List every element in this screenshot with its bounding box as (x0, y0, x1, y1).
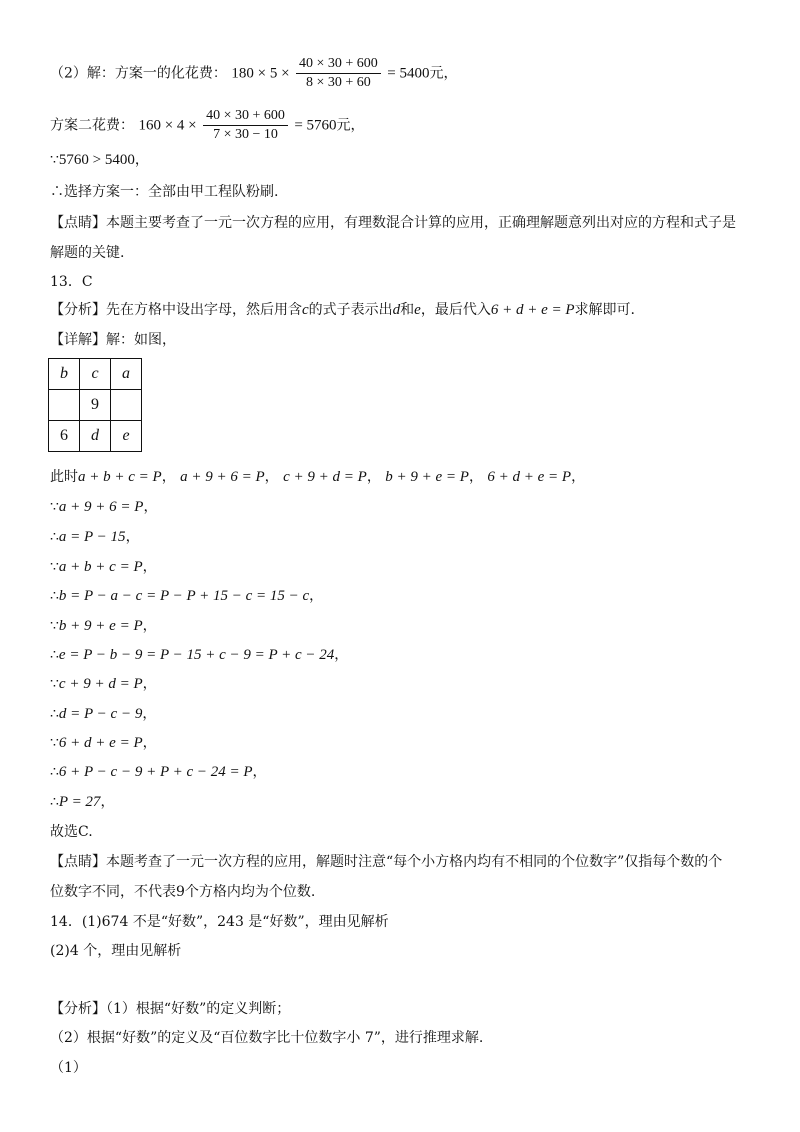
step-line: ∵c + 9 + d = P， (50, 676, 157, 692)
step-line: ∴e = P − b − 9 = P − 15 + c − 9 = P + c − 24， (50, 647, 349, 663)
grid-cell: d (80, 421, 111, 452)
step-line: ∵a + b + c = P， (50, 559, 157, 575)
line-plan-two-cost: 方案二花费： 160 × 4 × $\frac{40 \times 30 + 600}{7 \times 30 - 10}$ = 5760元， (50, 108, 365, 142)
line-comment-13-2: 位数字不同，不代表9个方格内均为个位数. (50, 884, 316, 900)
line-equations: 此时a + b + c = P， a + 9 + 6 = P， c + 9 + d = P， b + 9 + e = P， 6 + d + e = P， (50, 469, 586, 485)
line-plan-one-cost: （2）解：方案一的化花费： 180 × 5 × $\frac{40 \times 30 + 600}{8 \times 30 + 60}$ = 5400元， (50, 56, 458, 90)
step-line: ∴b = P − a − c = P − P + 15 − c = 15 − c， (50, 588, 324, 604)
grid-cell (49, 390, 80, 421)
line-detail-13: 【详解】解：如图， (50, 332, 176, 348)
fraction: $\frac{40 \times 30 + 600}{8 \times 30 + 60}$ (296, 56, 381, 91)
line-comment-2: 解题的关键. (50, 245, 125, 261)
line-part-1: （1） (50, 1060, 87, 1076)
grid-cell: b (49, 359, 80, 390)
question-13-answer: 13．C (50, 274, 93, 290)
question-14-answer-2: (2)4 个，理由见解析 (50, 943, 182, 959)
line-comment-1: 【点睛】本题主要考查了一元一次方程的应用，有理数混合计算的应用，正确理解题意列出对应的方程和式子是 (50, 215, 736, 231)
line-analysis-14-1: 【分析】（1）根据“好数”的定义判断； (50, 1001, 291, 1017)
number-grid (48, 358, 142, 452)
line-analysis-14-2: （2）根据“好数”的定义及“百位数字比十位数字小 7”，进行推理求解. (50, 1030, 484, 1046)
grid-cell: 6 (49, 421, 80, 452)
step-line: ∴P = 27， (50, 794, 115, 810)
step-line: ∵a + 9 + 6 = P， (50, 499, 158, 515)
fraction: $\frac{40 \times 30 + 600}{7 \times 30 - 10}$ (203, 108, 288, 143)
step-line: ∵6 + d + e = P， (50, 735, 157, 751)
grid-cell (111, 390, 142, 421)
grid-cell: c (80, 359, 111, 390)
line-conclusion: ∴选择方案一：全部由甲工程队粉刷. (50, 184, 279, 200)
question-14-answer-1: 14．(1)674 不是“好数”，243 是“好数”，理由见解析 (50, 914, 389, 930)
line-analysis-13: 【分析】先在方格中设出字母，然后用含c的式子表示出d和e，最后代入6 + d + e = P求解即可. (50, 302, 635, 318)
line-compare: ∵5760 > 5400， (50, 152, 149, 168)
line-comment-13-1: 【点睛】本题考查了一元一次方程的应用，解题时注意“每个小方格内均有不相同的个位数字”仅指每个数的个 (50, 854, 723, 870)
step-line: ∵b + 9 + e = P， (50, 618, 157, 634)
line-choice: 故选C. (50, 824, 93, 840)
step-line: ∴a = P − 15， (50, 529, 140, 545)
step-line: ∴d = P − c − 9， (50, 706, 157, 722)
step-line: ∴6 + P − c − 9 + P + c − 24 = P， (50, 764, 267, 780)
grid-cell: e (111, 421, 142, 452)
grid-cell: 9 (80, 390, 111, 421)
grid-cell: a (111, 359, 142, 390)
